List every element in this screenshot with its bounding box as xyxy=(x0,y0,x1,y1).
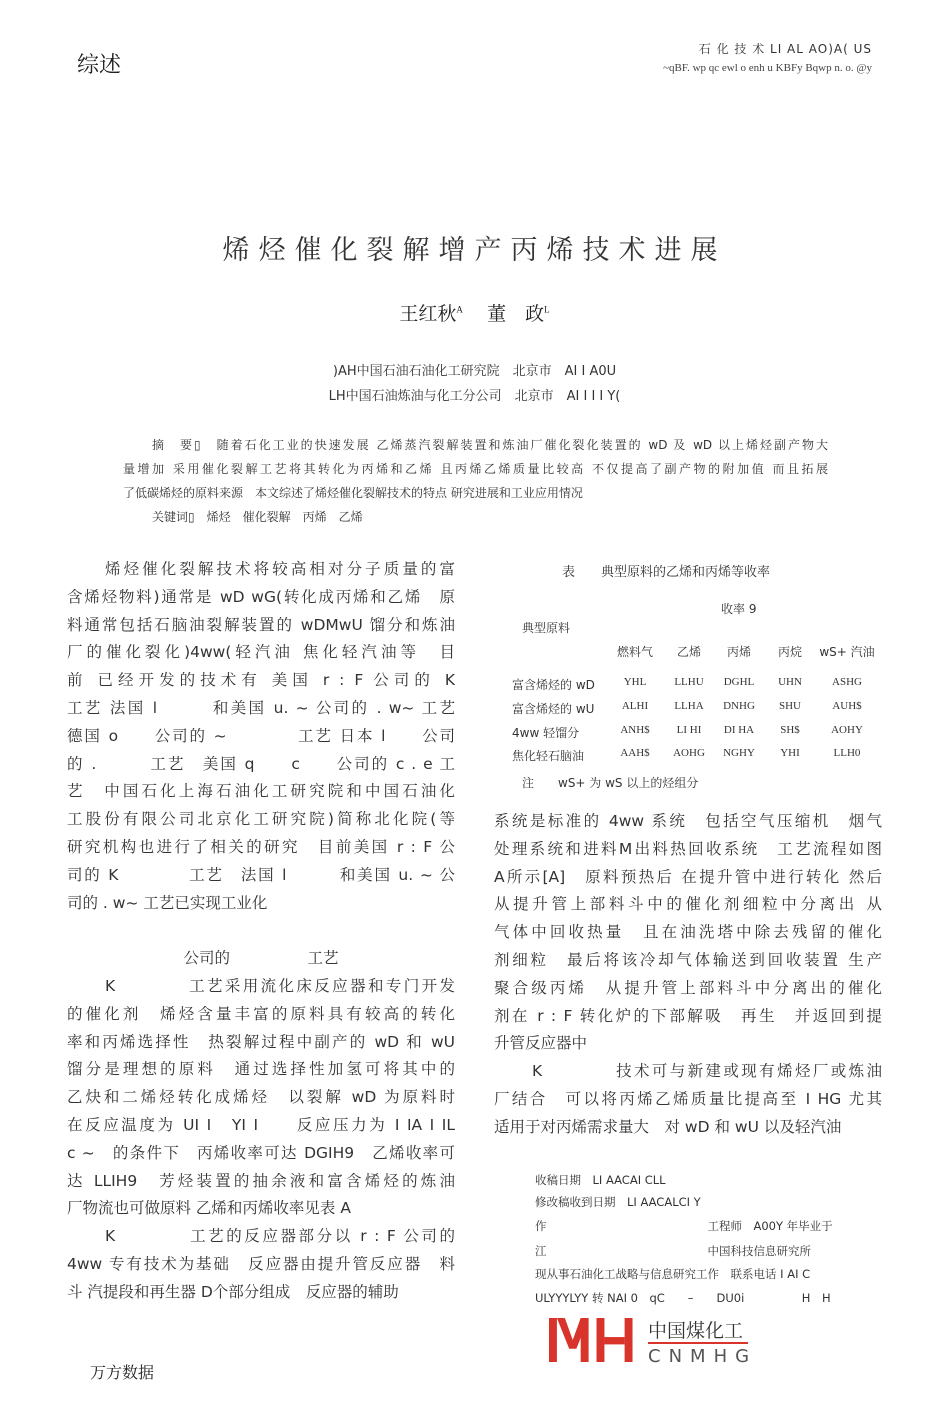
text-line: K 技术可与新建或现有烯烃厂或炼油 xyxy=(532,1062,882,1081)
text-line: 处理系统和进料M出料热回收系统 工艺流程如图 xyxy=(494,839,882,858)
text-line: 的 . 工艺 美国 q c 公司的 c . e 工 xyxy=(67,754,455,773)
footnote-line: 江 中国科技信息研究所 xyxy=(535,1244,811,1258)
table-cell: AAH$ xyxy=(620,747,650,759)
table-cell: LLHU xyxy=(674,676,704,688)
footnote-line: 修改稿收到日期 LI AACALCI Y xyxy=(535,1195,701,1209)
table-cell: ANH$ xyxy=(620,724,650,736)
table-row-label: 4ww 轻馏分 xyxy=(512,726,580,740)
text-line: 适用于对丙烯需求量大 对 wD 和 wU 以及轻汽油 xyxy=(494,1117,842,1136)
table-cell: SHU xyxy=(778,700,802,712)
text-line: K 工艺采用流化床反应器和专门开发 xyxy=(105,976,455,995)
right-column xyxy=(494,808,882,1142)
text-line: 工艺 法国 l 和美国 u. ~ 公司的 . w~ 工艺 xyxy=(67,698,455,717)
text-line: c ~ 的条件下 丙烯收率可达 DGIH9 乙烯收率可 xyxy=(67,1143,455,1162)
authors xyxy=(0,299,949,326)
abstract-line: 量增加 采用催化裂解工艺将其转化为丙烯和乙烯 且丙烯乙烯质量比较高 不仅提高了副产物的附加值 而且拓展 xyxy=(123,462,828,476)
table-cell: LLHA xyxy=(674,700,704,712)
author-name: 董 政 xyxy=(487,303,545,325)
subsection-heading: 公司的 工艺 xyxy=(183,949,339,968)
text-line: 厂的催化裂化)4ww(轻汽油 焦化轻汽油等 目 xyxy=(67,643,455,662)
text-line: K 工艺的反应器部分以 r : F 公司的 xyxy=(105,1227,455,1246)
text-line: 艺 中国石化上海石油化工研究院和中国石油化 xyxy=(67,782,455,801)
table-cell: NGHY xyxy=(723,747,755,759)
text-line: 4ww 专有技术为基础 反应器由提升管反应器 料 xyxy=(67,1254,455,1273)
footnote-line: 收稿日期 LI AACAI CLL xyxy=(535,1173,666,1187)
abstract-line: 了低碳烯烃的原料来源 本文综述了烯烃催化裂解技术的特点 研究进展和工业应用情况 xyxy=(123,486,583,500)
author-name: 王红秋 xyxy=(399,303,457,325)
watermark-mh-icon xyxy=(549,1318,639,1362)
table-unit: 收率 9 xyxy=(721,602,757,616)
table-row-label: 富含烯烃的 wU xyxy=(512,702,595,716)
text-line: 馏分是理想的原料 通过选择性加氢可将其中的 xyxy=(67,1060,455,1079)
left-column xyxy=(67,556,455,1307)
text-line: 的催化剂 烯烃含量丰富的原料具有较高的转化 xyxy=(67,1004,455,1023)
watermark-cn: 中国煤化工 xyxy=(648,1320,744,1342)
text-line: 料通常包括石脑油裂解装置的 wDMwU 馏分和炼油 xyxy=(67,615,455,634)
table-column-header: 丙烯 xyxy=(726,645,752,659)
watermark-divider xyxy=(648,1342,748,1344)
footer-source: 万方数据 xyxy=(90,1363,155,1382)
table-cell: DNHG xyxy=(723,700,755,712)
text-line: 乙炔和二烯烃转化成烯烃 以裂解 wD 为原料时 xyxy=(67,1088,455,1107)
table-column-header: 燃料气 xyxy=(616,645,654,659)
table-cell: LI HI xyxy=(676,724,702,736)
affiliation: )AH中国石油石油化工研究院 北京市 AI I A0U xyxy=(332,364,617,379)
table-cell: LLH0 xyxy=(833,747,861,759)
article-title: 烯烃催化裂解增产丙烯技术进展 xyxy=(222,235,727,266)
table-cell: YHI xyxy=(780,747,800,759)
text-line: 斗 汽提段和再生器 D个部分组成 反应器的辅助 xyxy=(67,1282,399,1301)
abstract xyxy=(123,433,828,529)
text-line: 气体中回收热量 且在油洗塔中除去残留的催化 xyxy=(494,923,882,942)
text-line: A所示[A] 原料预热后 在提升管中进行转化 然后 xyxy=(494,867,882,886)
footnote-line: ULYYYLYY 转 NAI 0 qC – DU0i H H xyxy=(535,1291,831,1305)
table-row-header: 典型原料 xyxy=(522,621,571,635)
text-line: 在反应温度为 UI I YI I 反应压力为 I IA I IL xyxy=(67,1115,455,1134)
text-line: 聚合级丙烯 从提升管上部料斗中分离出的催化 xyxy=(494,978,882,997)
footnote-line: 现从事石油化工战略与信息研究工作 联系电话 I AI C xyxy=(535,1267,811,1281)
text-line: 率和丙烯选择性 热裂解过程中副产的 wD 和 wU xyxy=(67,1032,455,1051)
table-column-header: wS+ 汽油 xyxy=(819,645,875,659)
abstract-line: 摘 要▯ 随着石化工业的快速发展 乙烯蒸汽裂解装置和炼油厂催化裂化装置的 wD 及 wD 以上烯烃副产物大 xyxy=(152,438,828,452)
table-cell: SH$ xyxy=(780,724,800,736)
table-column-header: 乙烯 xyxy=(676,645,702,659)
text-line: 司的 K 工艺 法国 l 和美国 u. ~ 公 xyxy=(67,865,455,884)
table-cell: DI HA xyxy=(723,724,755,736)
text-line: 研究机构也进行了相关的研究 目前美国 r : F 公 xyxy=(67,837,455,856)
table-cell: AOHY xyxy=(831,724,863,736)
table-row-label: 富含烯烃的 wD xyxy=(512,678,595,692)
text-line: 厂物流也可做原料 乙烯和丙烯收率见表 A xyxy=(67,1199,351,1218)
table-cell: ASHG xyxy=(832,676,862,688)
table-cell: DGHL xyxy=(723,676,755,688)
table-cell: AUH$ xyxy=(832,700,862,712)
author-sup: A xyxy=(456,304,463,315)
text-line: 司的 . w~ 工艺已实现工业化 xyxy=(67,893,268,912)
text-line: 系统是标准的 4ww 系统 包括空气压缩机 烟气 xyxy=(494,812,882,830)
keywords: 关键词▯ 烯烃 催化裂解 丙烯 乙烯 xyxy=(152,510,363,524)
affiliation: LH中国石油炼油与化工分公司 北京市 AI I I I Y( xyxy=(328,389,621,404)
author-sup: L xyxy=(544,304,550,315)
text-line: 工股份有限公司北京化工研究院)简称北化院(等 xyxy=(67,810,455,829)
table-cell: AOHG xyxy=(673,747,705,759)
watermark-en: CNMHG xyxy=(648,1346,758,1367)
journal-subtitle: ~qBF. wp qc ewl o enh u KBFy Bqwp n. o. @y xyxy=(663,62,872,74)
table-caption: 表 典型原料的乙烯和丙烯等收率 xyxy=(562,565,771,580)
text-line: 前 已经开发的技术有 美国 r : F 公司的 K xyxy=(67,671,455,690)
table-note: 注 wS+ 为 wS 以上的烃组分 xyxy=(522,776,699,790)
table-cell: ALHI xyxy=(621,700,649,712)
text-line: 含烯烃物料)通常是 wD wG(转化成丙烯和乙烯 原 xyxy=(67,587,455,606)
table-cell: YHL xyxy=(623,676,647,688)
text-line: 剂在 r : F 转化炉的下部解吸 再生 并返回到提 xyxy=(494,1006,882,1025)
blank-line xyxy=(67,917,455,945)
text-line: 剂细粒 最后将该冷却气体输送到回收装置 生产 xyxy=(494,950,882,969)
text-line: 达 LLIH9 芳烃装置的抽余液和富含烯烃的炼油 xyxy=(67,1171,455,1190)
table-cell: UHN xyxy=(778,676,802,688)
table-row-label: 焦化轻石脑油 xyxy=(512,749,585,763)
footnote-line: 作 工程师 A00Y 年毕业于 xyxy=(535,1219,833,1233)
table-column-header: 丙烷 xyxy=(777,645,803,659)
text-line: 德国 o 公司的 ~ 工艺 日本 l 公司 xyxy=(67,726,455,745)
section-tag: 综述 xyxy=(77,53,122,78)
text-line: 从提升管上部料斗中的催化剂细粒中分离出 从 xyxy=(494,895,882,914)
text-line: 烯烃催化裂解技术将较高相对分子质量的富 xyxy=(105,560,455,578)
text-line: 升管反应器中 xyxy=(494,1034,588,1053)
text-line: 厂结合 可以将丙烯乙烯质量比提高至 I HG 尤其 xyxy=(494,1089,882,1108)
journal-name: 石 化 技 术 LI AL AO)A( US xyxy=(698,42,872,56)
